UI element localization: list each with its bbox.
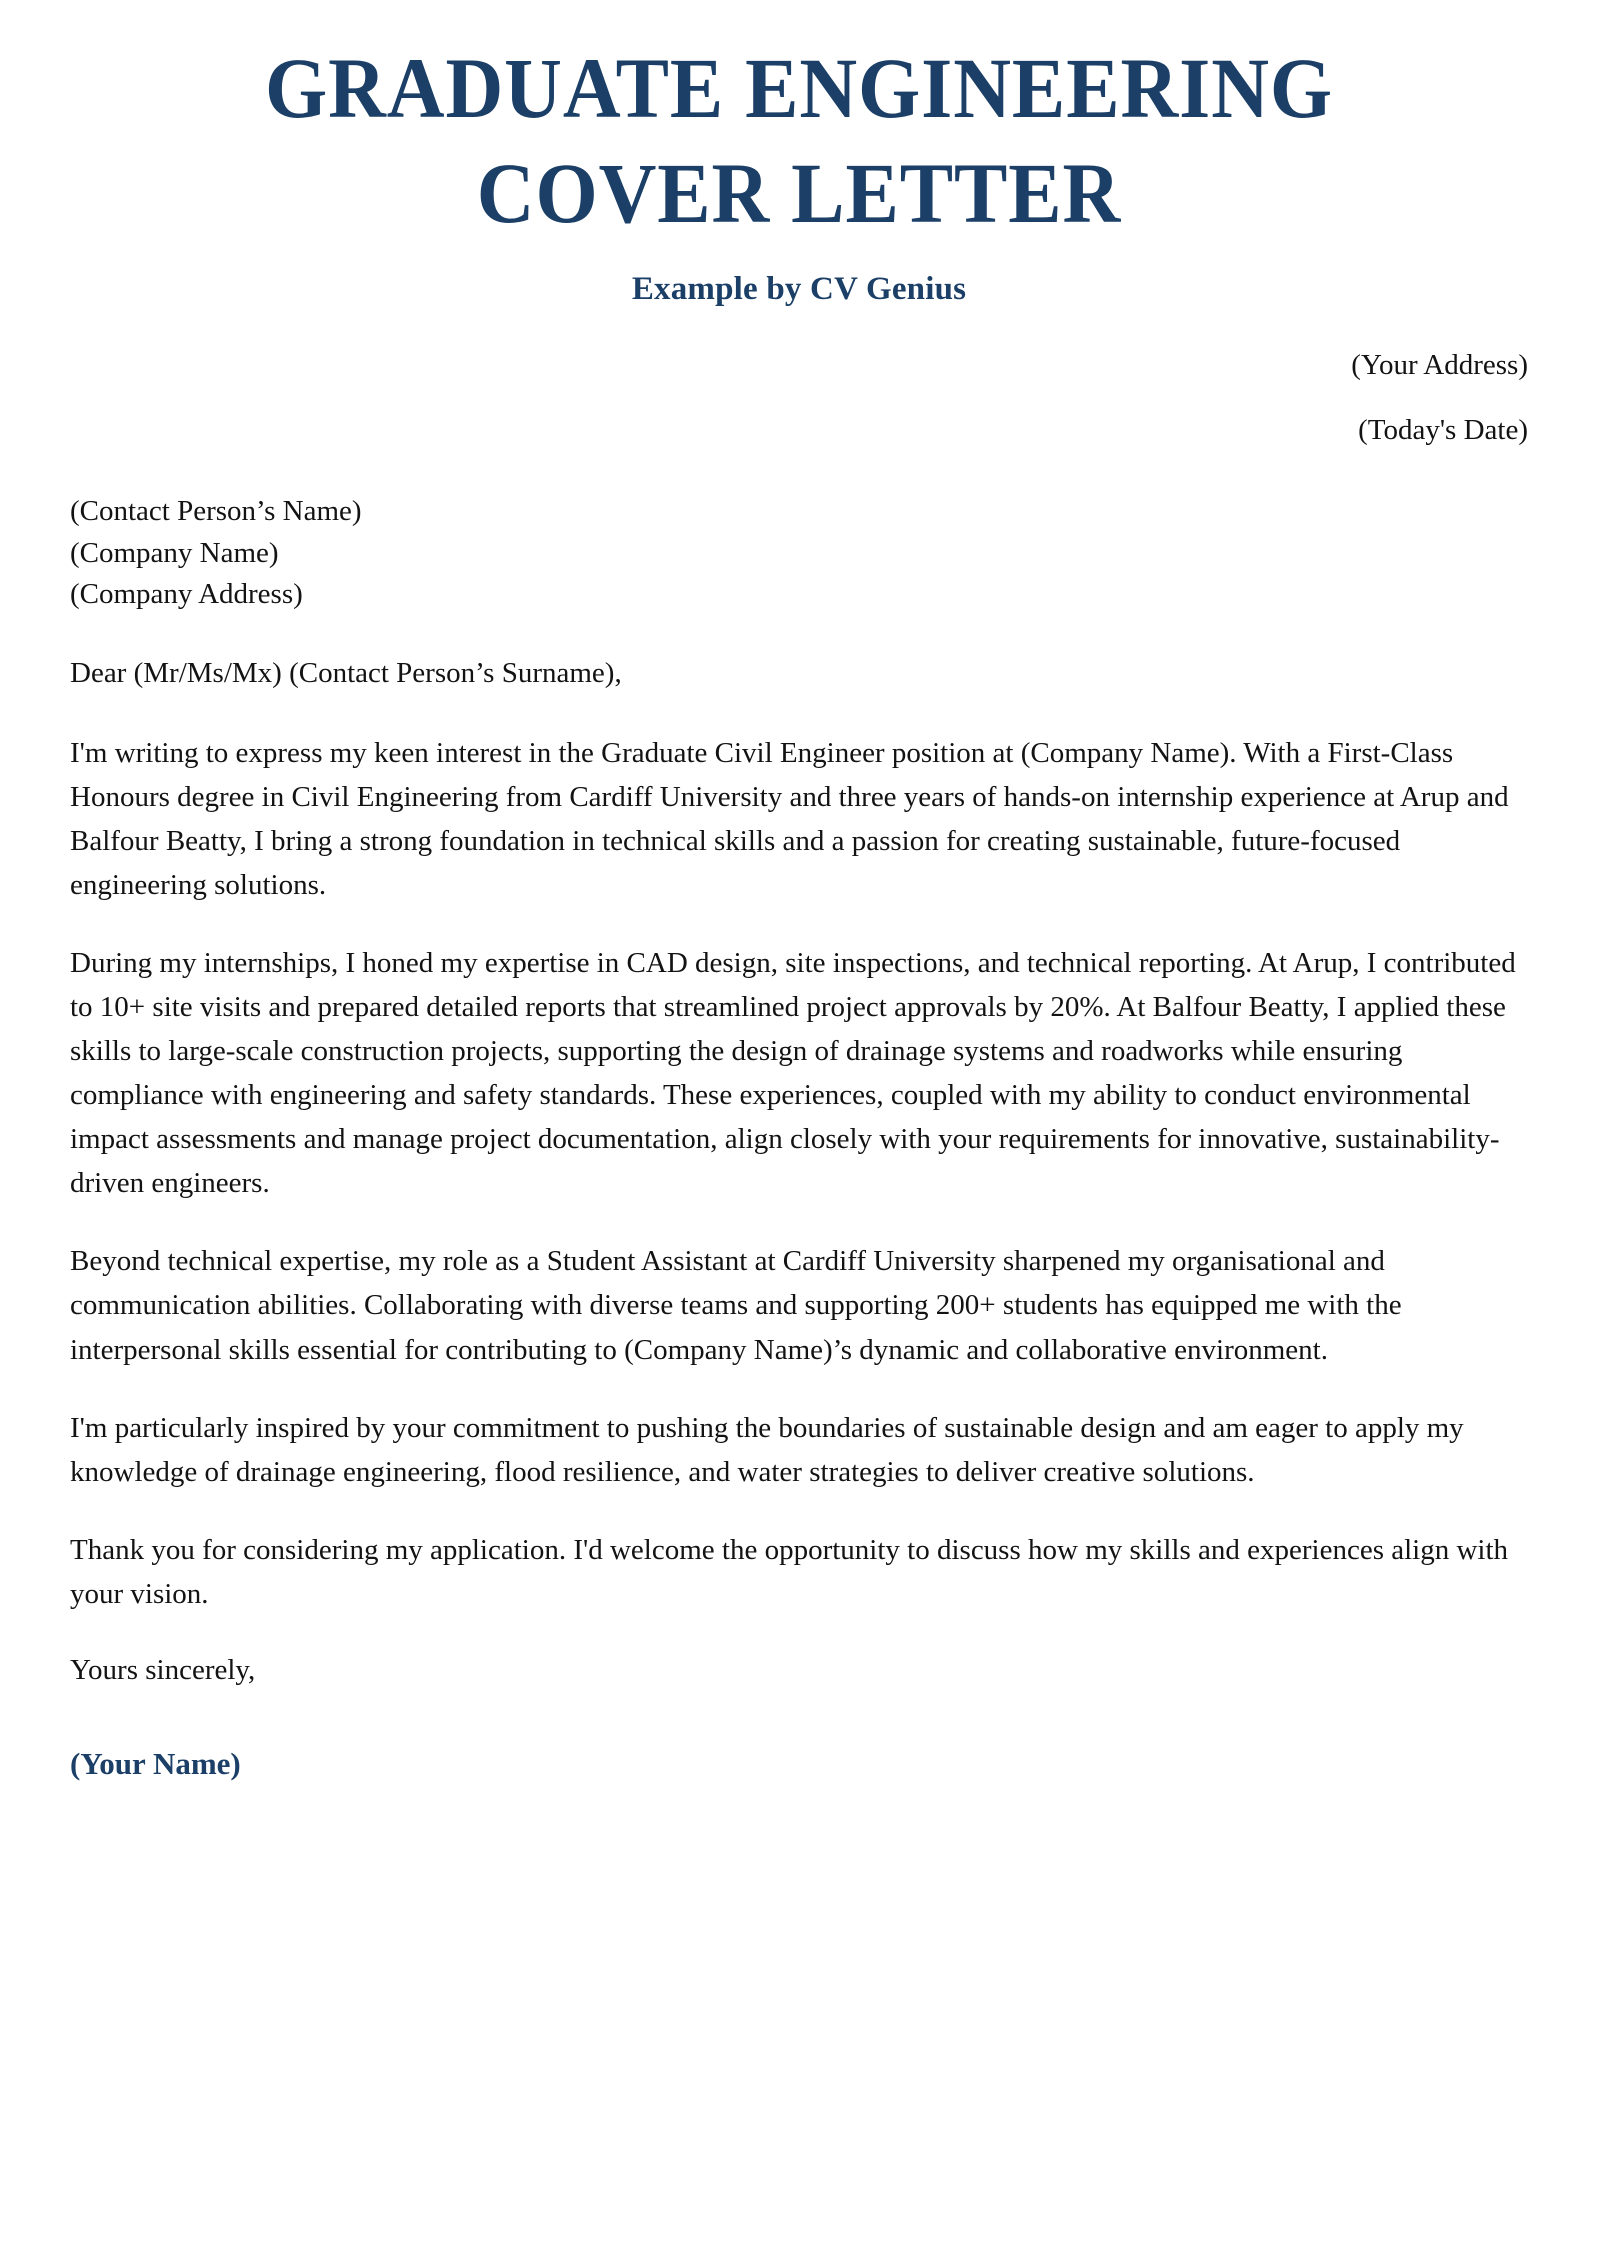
body-paragraph-5: Thank you for considering my application. I'd welcome the opportunity to discuss how my skills and experiences align with your vision.	[70, 1533, 1509, 1610]
recipient-company-address: (Company Address)	[70, 577, 303, 610]
recipient-company-name: (Company Name)	[70, 536, 279, 569]
body-paragraph-1: I'm writing to express my keen interest in the Graduate Civil Engineer position at (Company Name). With a First-Class Honours degree in Civil Engineering from Cardiff University and three years of hands-on internship experience at Arup and Balfour Beatty, I bring a strong foundation in technical skills and a passion for creating sustainable, future-focused engineering solutions.	[70, 736, 1509, 901]
page-title-line-2: COVER LETTER	[476, 144, 1122, 241]
recipient-block	[70, 491, 1528, 615]
recipient-contact-name: (Contact Person’s Name)	[70, 495, 362, 528]
letter-body	[70, 731, 1528, 1616]
salutation-line: Dear (Mr/Ms/Mx) (Contact Person’s Surname),	[70, 656, 622, 689]
body-paragraph-3: Beyond technical expertise, my role as a Student Assistant at Cardiff University sharpened my organisational and communication abilities. Collaborating with diverse teams and supporting 200+ students has equipped me with the interpersonal skills essential for contributing to (Company Name)’s dynamic and collaborative environment.	[70, 1245, 1402, 1366]
sender-meta-block	[70, 351, 1528, 445]
sender-address-placeholder: (Your Address)	[1351, 349, 1528, 382]
body-paragraph-4: I'm particularly inspired by your commitment to pushing the boundaries of sustainable design and am eager to apply my knowledge of drainage engineering, flood resilience, and water strategies to deliver creative solutions.	[70, 1411, 1464, 1488]
page-subtitle: Example by CV Genius	[631, 270, 967, 307]
letter-header	[70, 0, 1528, 309]
signature-name: (Your Name)	[70, 1745, 241, 1781]
body-paragraph-2: During my internships, I honed my expertise in CAD design, site inspections, and technical reporting. At Arup, I contributed to 10+ site visits and prepared detailed reports that streamlined project approvals by 20%. At Balfour Beatty, I applied these skills to large-scale construction projects, supporting the design of drainage systems and roadworks while ensuring compliance with engineering and safety standards. These experiences, coupled with my ability to conduct environmental impact assessments and manage project documentation, align closely with your requirements for innovative, sustainability-driven engineers.	[70, 946, 1516, 1200]
sign-off-line: Yours sincerely,	[70, 1653, 256, 1686]
page-title	[121, 36, 1477, 246]
letter-date-placeholder: (Today's Date)	[1358, 414, 1528, 447]
page-title-line-1: GRADUATE ENGINEERING	[264, 40, 1334, 136]
